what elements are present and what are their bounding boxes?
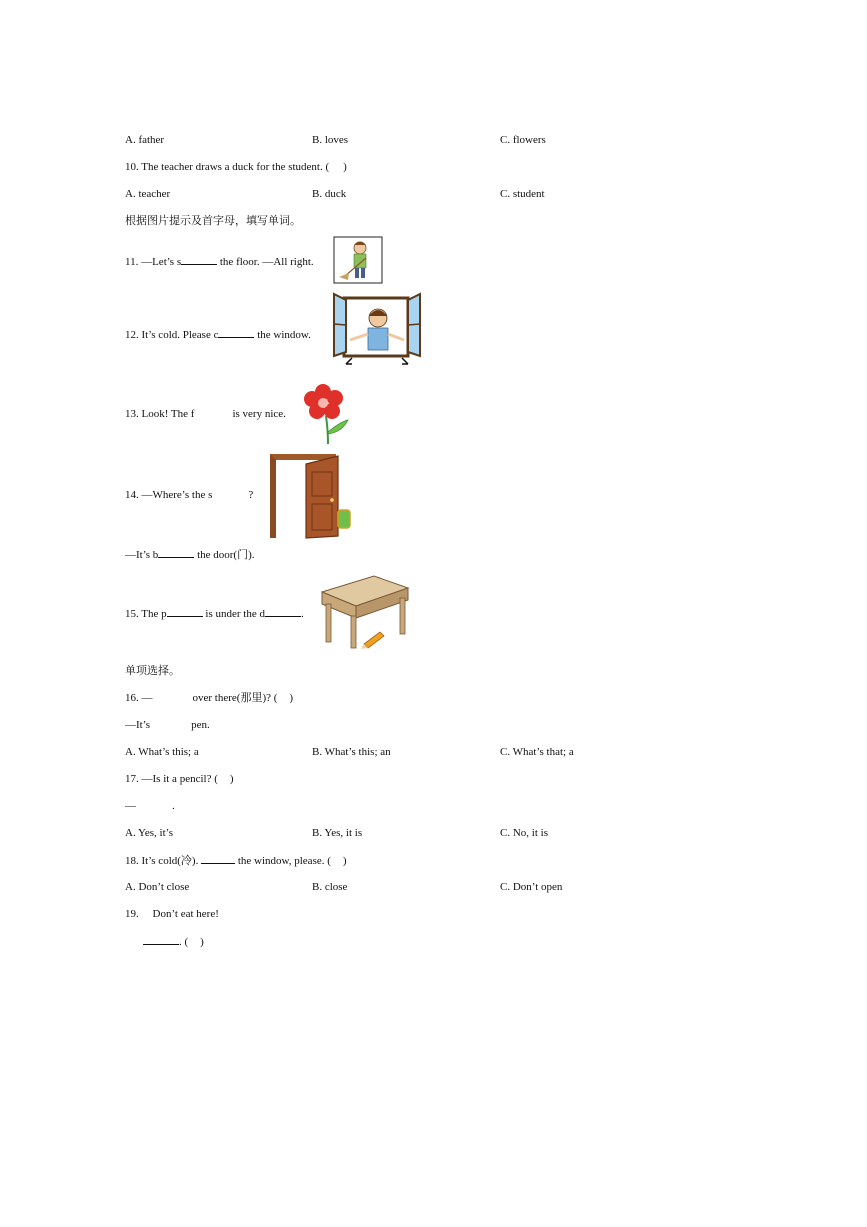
q12-blank[interactable] [218, 327, 254, 338]
q14-text [125, 488, 253, 502]
q17-option-c: C. No, it is [500, 827, 548, 839]
q16-answer-pre: —It’s [125, 719, 151, 731]
q18-stem-post: the window, please. ( [237, 855, 331, 867]
door-schoolbag-image [266, 452, 354, 540]
sweeping-boy-image [333, 236, 383, 284]
q9-option-c: C. flowers [500, 134, 546, 146]
q9-option-a: A. father [125, 134, 165, 146]
q13-text [125, 407, 286, 421]
q18-option-c: C. Don’t open [500, 881, 563, 893]
q16-stem-pre: 16. — [125, 692, 153, 704]
q17-answer [125, 799, 175, 813]
q9-option-b: B. loves [312, 134, 349, 146]
section-title-single-choice: 单项选择。 [125, 665, 180, 677]
section-title-fill-in: 根据图片提示及首字母，填写单词。 [125, 215, 301, 227]
q15-post: . [300, 608, 304, 620]
q16-option-c: C. What’s that; a [500, 746, 574, 758]
q19-blank[interactable] [143, 934, 179, 945]
q10-option-c: C. student [500, 188, 545, 200]
q14-post: ? [248, 489, 254, 501]
q18-paren-close: ) [342, 855, 347, 867]
desk-pencil-image [316, 574, 412, 650]
q17-stem [125, 772, 234, 786]
q16-answer-post: pen. [191, 719, 210, 731]
q13-pre: 13. Look! The f [125, 408, 195, 420]
q11-blank[interactable] [181, 254, 217, 265]
q14-answer [125, 547, 255, 562]
q18-stem-pre: 18. It’s cold(冷). [125, 855, 199, 867]
q15-mid: is under the d [205, 608, 265, 620]
q14-answer-post: the door(门). [197, 549, 255, 561]
q16-answer [125, 718, 210, 732]
q10-paren-close: ) [343, 161, 347, 173]
q11-post: the floor. —All right. [219, 256, 314, 268]
q14-answer-blank[interactable] [158, 547, 194, 558]
q15-text [125, 606, 304, 621]
q19-paren-close: ) [200, 936, 204, 948]
q19-answer-post: . ( [179, 936, 189, 948]
q10-stem-text: 10. The teacher draws a duck for the student. ( [125, 161, 330, 173]
q11-pre: 11. —Let’s s [125, 256, 182, 268]
q17-paren-close: ) [229, 773, 234, 785]
q17-option-a: A. Yes, it’s [125, 827, 173, 839]
q15-pre: 15. The p [125, 608, 167, 620]
q17-option-b: B. Yes, it is [312, 827, 363, 839]
closing-window-image [332, 292, 422, 368]
q10-option-a: A. teacher [125, 188, 171, 200]
q14-pre: 14. —Where’s the s [125, 489, 213, 501]
q10-option-b: B. duck [312, 188, 347, 200]
q18-option-b: B. close [312, 881, 348, 893]
q12-text [125, 327, 311, 342]
q18-blank[interactable] [201, 853, 235, 864]
q10-stem [125, 160, 347, 174]
q16-stem-post: over there(那里)? ( [192, 692, 278, 704]
q16-option-b: B. What’s this; an [312, 746, 391, 758]
q12-post: the window. [257, 329, 311, 341]
q11-text [125, 254, 314, 269]
q15-blank-2[interactable] [265, 606, 301, 617]
q13-post: is very nice. [232, 408, 286, 420]
q18-option-a: A. Don’t close [125, 881, 190, 893]
q17-stem-text: 17. —Is it a pencil? ( [125, 773, 218, 785]
flower-image [302, 382, 352, 446]
q16-option-a: A. What’s this; a [125, 746, 199, 758]
q15-blank-1[interactable] [167, 606, 203, 617]
q12-pre: 12. It’s cold. Please c [125, 329, 219, 341]
q14-answer-pre: —It’s b [125, 549, 159, 561]
q19-stem: 19. Don’t eat here! [125, 908, 219, 920]
q19-answer [143, 934, 204, 949]
q17-answer-post: . [172, 800, 175, 812]
q16-paren-close: ) [289, 692, 294, 704]
q18-stem [125, 853, 347, 868]
q16-stem [125, 691, 293, 705]
q17-answer-pre: — [125, 800, 136, 812]
